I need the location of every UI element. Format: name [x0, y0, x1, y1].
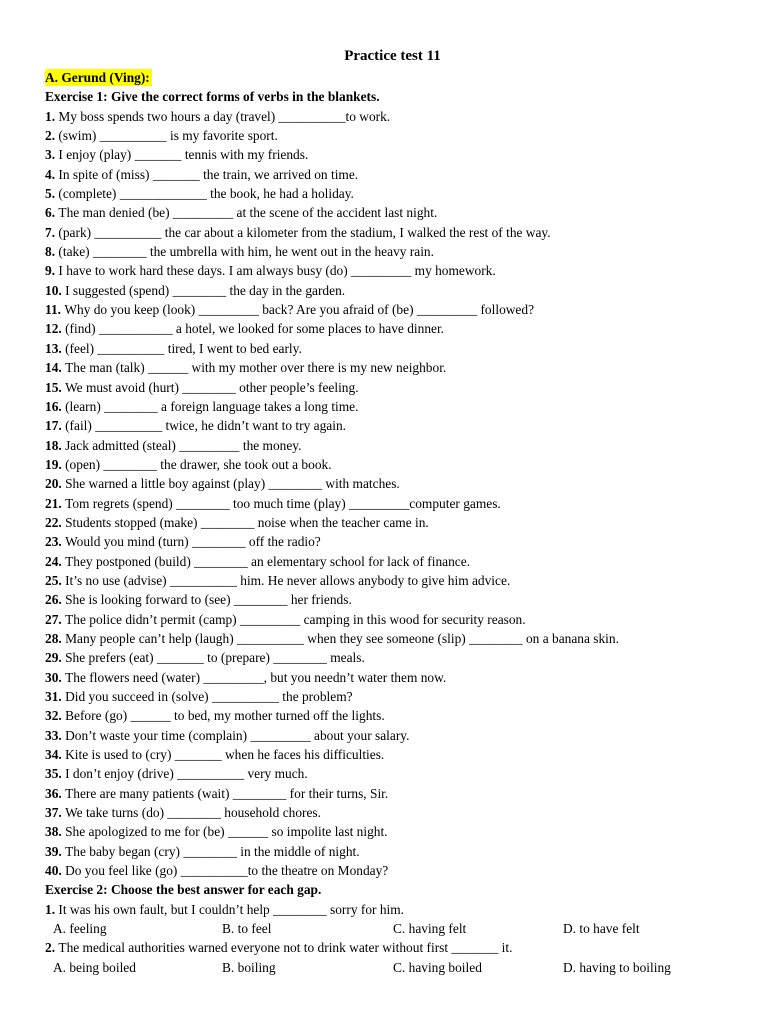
item-text: We take turns (do) ________ household chores.	[65, 805, 321, 821]
item-number: 32.	[45, 708, 66, 724]
answer-option: A. being boiled	[53, 959, 136, 975]
exercise1-item	[45, 610, 740, 629]
exercise1-item	[45, 764, 740, 783]
item-text: (learn) ________ a foreign language takes a long time.	[65, 398, 359, 414]
item-text: (swim) __________ is my favorite sport.	[58, 128, 278, 144]
item-number: 1.	[45, 901, 59, 917]
item-text: Why do you keep (look) _________ back? Are you afraid of (be) _________ followed?	[64, 302, 535, 318]
exercise1-item	[45, 571, 740, 590]
exercise1-item	[45, 436, 740, 455]
item-number: 35.	[45, 766, 66, 782]
item-number: 8.	[45, 244, 59, 260]
item-number: 18.	[45, 437, 66, 453]
item-text: The medical authorities warned everyone not to drink water without first _______ it.	[58, 940, 513, 956]
exercise1-item	[45, 494, 740, 513]
item-number: 16.	[45, 398, 66, 414]
item-text: She prefers (eat) _______ to (prepare) ________ meals.	[65, 650, 365, 666]
exercise1-item	[45, 803, 740, 822]
exercise1-item	[45, 261, 740, 280]
exercise1-item	[45, 358, 740, 377]
exercise1-item	[45, 552, 740, 571]
exercise1-item	[45, 107, 740, 126]
item-text: (fail) __________ twice, he didn’t want to try again.	[65, 418, 346, 434]
item-number: 13.	[45, 340, 66, 356]
item-number: 20.	[45, 476, 66, 492]
exercise1-item	[45, 416, 740, 435]
item-number: 36.	[45, 785, 66, 801]
exercise1-item	[45, 648, 740, 667]
item-number: 34.	[45, 747, 66, 763]
item-number: 30.	[45, 669, 66, 685]
answer-options-row	[45, 919, 740, 938]
exercise1-item	[45, 668, 740, 687]
item-text: Don’t waste your time (complain) _________ about your salary.	[65, 727, 410, 743]
item-number: 11.	[45, 302, 65, 318]
item-text: I don’t enjoy (drive) __________ very much.	[65, 766, 308, 782]
answer-option: D. having to boiling	[563, 959, 671, 975]
item-number: 7.	[45, 224, 59, 240]
exercise1-item	[45, 300, 740, 319]
exercise1-item	[45, 532, 740, 551]
item-text: Many people can’t help (laugh) __________ when they see someone (slip) ________ on a banana skin.	[65, 630, 619, 646]
exercise1-item	[45, 706, 740, 725]
exercise1-item	[45, 726, 740, 745]
item-number: 31.	[45, 689, 66, 704]
item-text: The flowers need (water) _________, but you needn’t water them now.	[65, 669, 447, 685]
item-text: In spite of (miss) _______ the train, we arrived on time.	[58, 166, 359, 182]
item-number: 28.	[45, 630, 66, 646]
exercise1-item	[45, 687, 740, 706]
exercise1-item	[45, 203, 740, 222]
item-number: 38.	[45, 824, 66, 840]
item-number: 17.	[45, 418, 66, 434]
item-text: I suggested (spend) ________ the day in the garden.	[65, 282, 346, 298]
item-text: Did you succeed in (solve) __________ the problem?	[65, 689, 353, 704]
exercise1-item	[45, 319, 740, 338]
exercise1-item	[45, 223, 740, 242]
item-number: 26.	[45, 592, 66, 608]
answer-option: B. to feel	[222, 921, 272, 937]
exercise1-item	[45, 513, 740, 532]
item-number: 21.	[45, 495, 66, 511]
exercise1-item	[45, 861, 740, 880]
item-number: 25.	[45, 572, 66, 588]
item-number: 1.	[45, 108, 59, 124]
section-heading: A. Gerund (Ving):	[45, 70, 150, 85]
item-number: 39.	[45, 843, 66, 859]
item-number: 27.	[45, 611, 66, 627]
answer-option: C. having felt	[393, 921, 467, 937]
exercise2-item	[45, 900, 740, 919]
item-text: Tom regrets (spend) ________ too much time (play) _________computer games.	[65, 495, 501, 511]
item-number: 10.	[45, 282, 66, 298]
exercise1-item	[45, 165, 740, 184]
item-number: 29.	[45, 650, 66, 666]
exercise2-list	[45, 900, 740, 977]
item-text: I enjoy (play) _______ tennis with my friends.	[58, 147, 309, 163]
item-number: 6.	[45, 205, 59, 221]
item-number: 12.	[45, 321, 66, 337]
item-text: Would you mind (turn) ________ off the radio?	[65, 534, 321, 550]
item-text: Students stopped (make) ________ noise when the teacher came in.	[65, 514, 429, 530]
item-text: (find) ___________ a hotel, we looked for some places to have dinner.	[65, 321, 445, 337]
item-text: The police didn’t permit (camp) _________ camping in this wood for security reason.	[65, 611, 526, 627]
exercise1-item	[45, 126, 740, 145]
item-text: Kite is used to (cry) _______ when he faces his difficulties.	[65, 747, 385, 763]
item-number: 40.	[45, 863, 66, 879]
item-text: I have to work hard these days. I am always busy (do) _________ my homework.	[58, 263, 496, 279]
item-number: 3.	[45, 147, 59, 163]
exercise1-item	[45, 474, 740, 493]
item-text: The man (talk) ______ with my mother over there is my new neighbor.	[65, 360, 447, 376]
answer-option: D. to have felt	[563, 921, 640, 937]
item-number: 2.	[45, 940, 59, 956]
item-text: Jack admitted (steal) _________ the money.	[65, 437, 302, 453]
exercise1-item	[45, 842, 740, 861]
exercise1-item	[45, 184, 740, 203]
exercise1-item	[45, 378, 740, 397]
item-text: She warned a little boy against (play) ________ with matches.	[65, 476, 400, 492]
exercise1-item	[45, 745, 740, 764]
page-title: Practice test 11	[344, 48, 441, 64]
exercise1-heading: Exercise 1: Give the correct forms of verbs in the blankets.	[45, 89, 380, 105]
item-text: My boss spends two hours a day (travel) __________to work.	[58, 108, 391, 124]
item-number: 4.	[45, 166, 59, 182]
item-number: 2.	[45, 128, 59, 144]
item-number: 37.	[45, 805, 66, 821]
item-text: They postponed (build) ________ an elementary school for lack of finance.	[65, 553, 471, 569]
item-text: She is looking forward to (see) ________ her friends.	[65, 592, 352, 608]
item-number: 9.	[45, 263, 59, 279]
exercise2-heading: Exercise 2: Choose the best answer for each gap.	[45, 882, 322, 898]
item-number: 14.	[45, 360, 66, 376]
item-text: Do you feel like (go) __________to the theatre on Monday?	[65, 863, 389, 879]
item-text: (complete) _____________ the book, he had a holiday.	[58, 186, 354, 202]
item-text: (feel) __________ tired, I went to bed early.	[65, 340, 302, 356]
item-text: (park) __________ the car about a kilometer from the stadium, I walked the rest of the way.	[58, 224, 551, 240]
exercise1-item	[45, 145, 740, 164]
item-text: There are many patients (wait) ________ for their turns, Sir.	[65, 785, 389, 801]
exercise1-item	[45, 242, 740, 261]
item-number: 19.	[45, 456, 66, 472]
item-text: She apologized to me for (be) ______ so impolite last night.	[65, 824, 388, 840]
exercise1-item	[45, 629, 740, 648]
item-number: 33.	[45, 727, 66, 743]
exercise2-item	[45, 938, 740, 957]
item-text: The baby began (cry) ________ in the middle of night.	[65, 843, 360, 859]
item-text: We must avoid (hurt) ________ other people’s feeling.	[65, 379, 359, 395]
item-text: Before (go) ______ to bed, my mother turned off the lights.	[65, 708, 385, 724]
exercise1-item	[45, 822, 740, 841]
exercise1-item	[45, 455, 740, 474]
item-number: 24.	[45, 553, 66, 569]
answer-option: B. boiling	[222, 959, 276, 975]
item-number: 15.	[45, 379, 66, 395]
item-text: It’s no use (advise) __________ him. He never allows anybody to give him advice.	[65, 572, 511, 588]
item-text: (take) ________ the umbrella with him, he went out in the heavy rain.	[58, 244, 434, 260]
item-number: 22.	[45, 514, 66, 530]
exercise1-item	[45, 339, 740, 358]
answer-option: C. having boiled	[393, 959, 482, 975]
exercise1-item	[45, 397, 740, 416]
item-text: The man denied (be) _________ at the scene of the accident last night.	[58, 205, 438, 221]
answer-option: A. feeling	[53, 921, 107, 937]
item-number: 5.	[45, 186, 59, 202]
exercise1-item	[45, 281, 740, 300]
exercise1-item	[45, 784, 740, 803]
answer-options-row	[45, 958, 740, 977]
item-text: (open) ________ the drawer, she took out a book.	[65, 456, 332, 472]
section-heading-line	[45, 68, 740, 87]
exercise1-list	[45, 107, 740, 881]
exercise1-item	[45, 590, 740, 609]
item-text: It was his own fault, but I couldn’t help ________ sorry for him.	[58, 901, 405, 917]
item-number: 23.	[45, 534, 66, 550]
